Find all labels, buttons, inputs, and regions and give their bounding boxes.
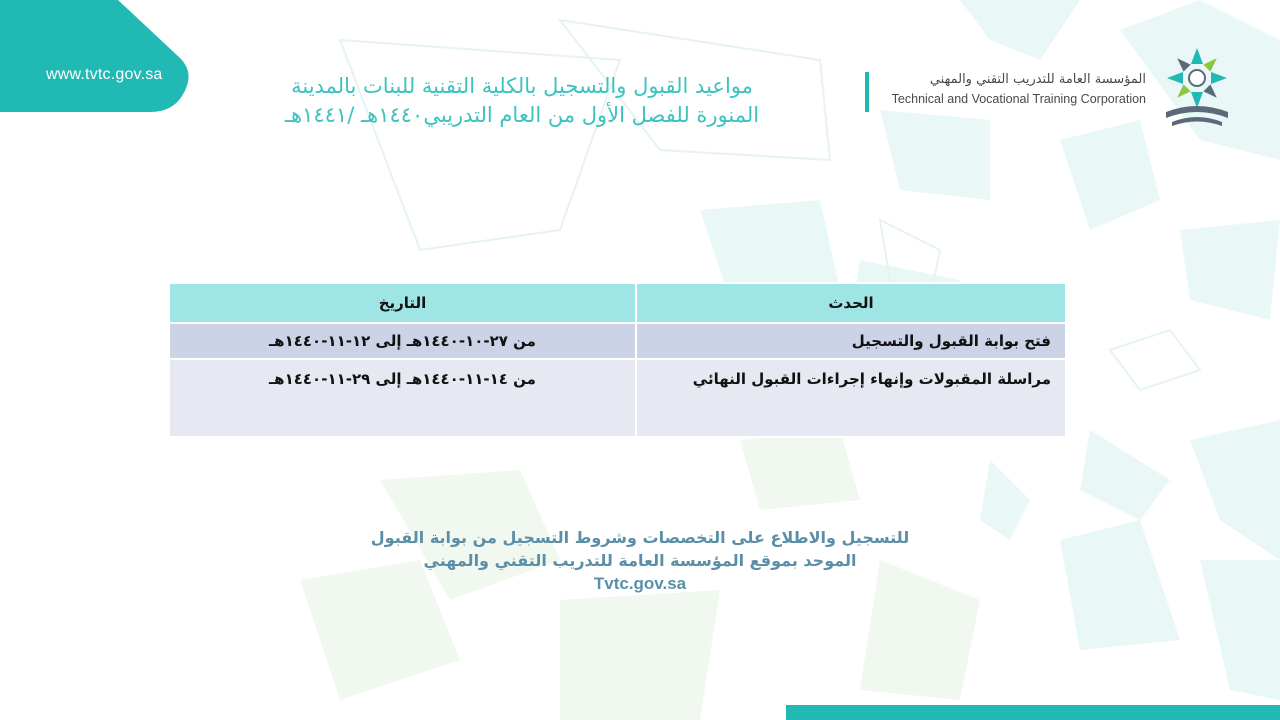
table-header-row <box>169 283 1066 323</box>
registration-note-line-2: الموحد بموقع المؤسسة العامة للتدريب التقني والمهني <box>423 551 857 570</box>
table-row <box>169 323 1066 359</box>
footer-website-link[interactable]: Tvtc.gov.sa <box>593 574 687 593</box>
registration-note-line-1: للتسجيل والاطلاع على التخصصات وشروط التسجيل من بوابة القبول <box>370 528 910 547</box>
website-url: www.tvtc.gov.sa <box>46 66 163 83</box>
page-title <box>242 72 802 130</box>
registration-note <box>270 526 1010 595</box>
date-cell: من ٢٧-١٠-١٤٤٠هـ إلى ١٢-١١-١٤٤٠هـ <box>169 323 636 359</box>
schedule-table <box>168 282 1067 438</box>
tvtc-logo-icon <box>1158 42 1236 128</box>
organization-name-arabic: المؤسسة العامة للتدريب التقني والمهني <box>929 72 1146 87</box>
event-cell: مراسلة المقبولات وإنهاء إجراءات القبول النهائي <box>636 359 1066 437</box>
bottom-accent-bar <box>786 705 1280 720</box>
date-cell: من ١٤-١١-١٤٤٠هـ إلى ٢٩-١١-١٤٤٠هـ <box>169 359 636 437</box>
website-badge-shape <box>0 0 190 112</box>
event-cell: فتح بوابة القبول والتسجيل <box>636 323 1066 359</box>
page-title-line-2: المنورة للفصل الأول من العام التدريبي١٤٤٠هـ /١٤٤١هـ <box>284 103 760 127</box>
column-header-event: الحدث <box>636 283 1066 323</box>
logo-divider <box>865 72 869 112</box>
column-header-date: التاريخ <box>169 283 636 323</box>
table-row <box>169 359 1066 437</box>
organization-name-english: Technical and Vocational Training Corporation <box>891 92 1146 106</box>
page-title-line-1: مواعيد القبول والتسجيل بالكلية التقنية للبنات بالمدينة <box>291 74 753 98</box>
